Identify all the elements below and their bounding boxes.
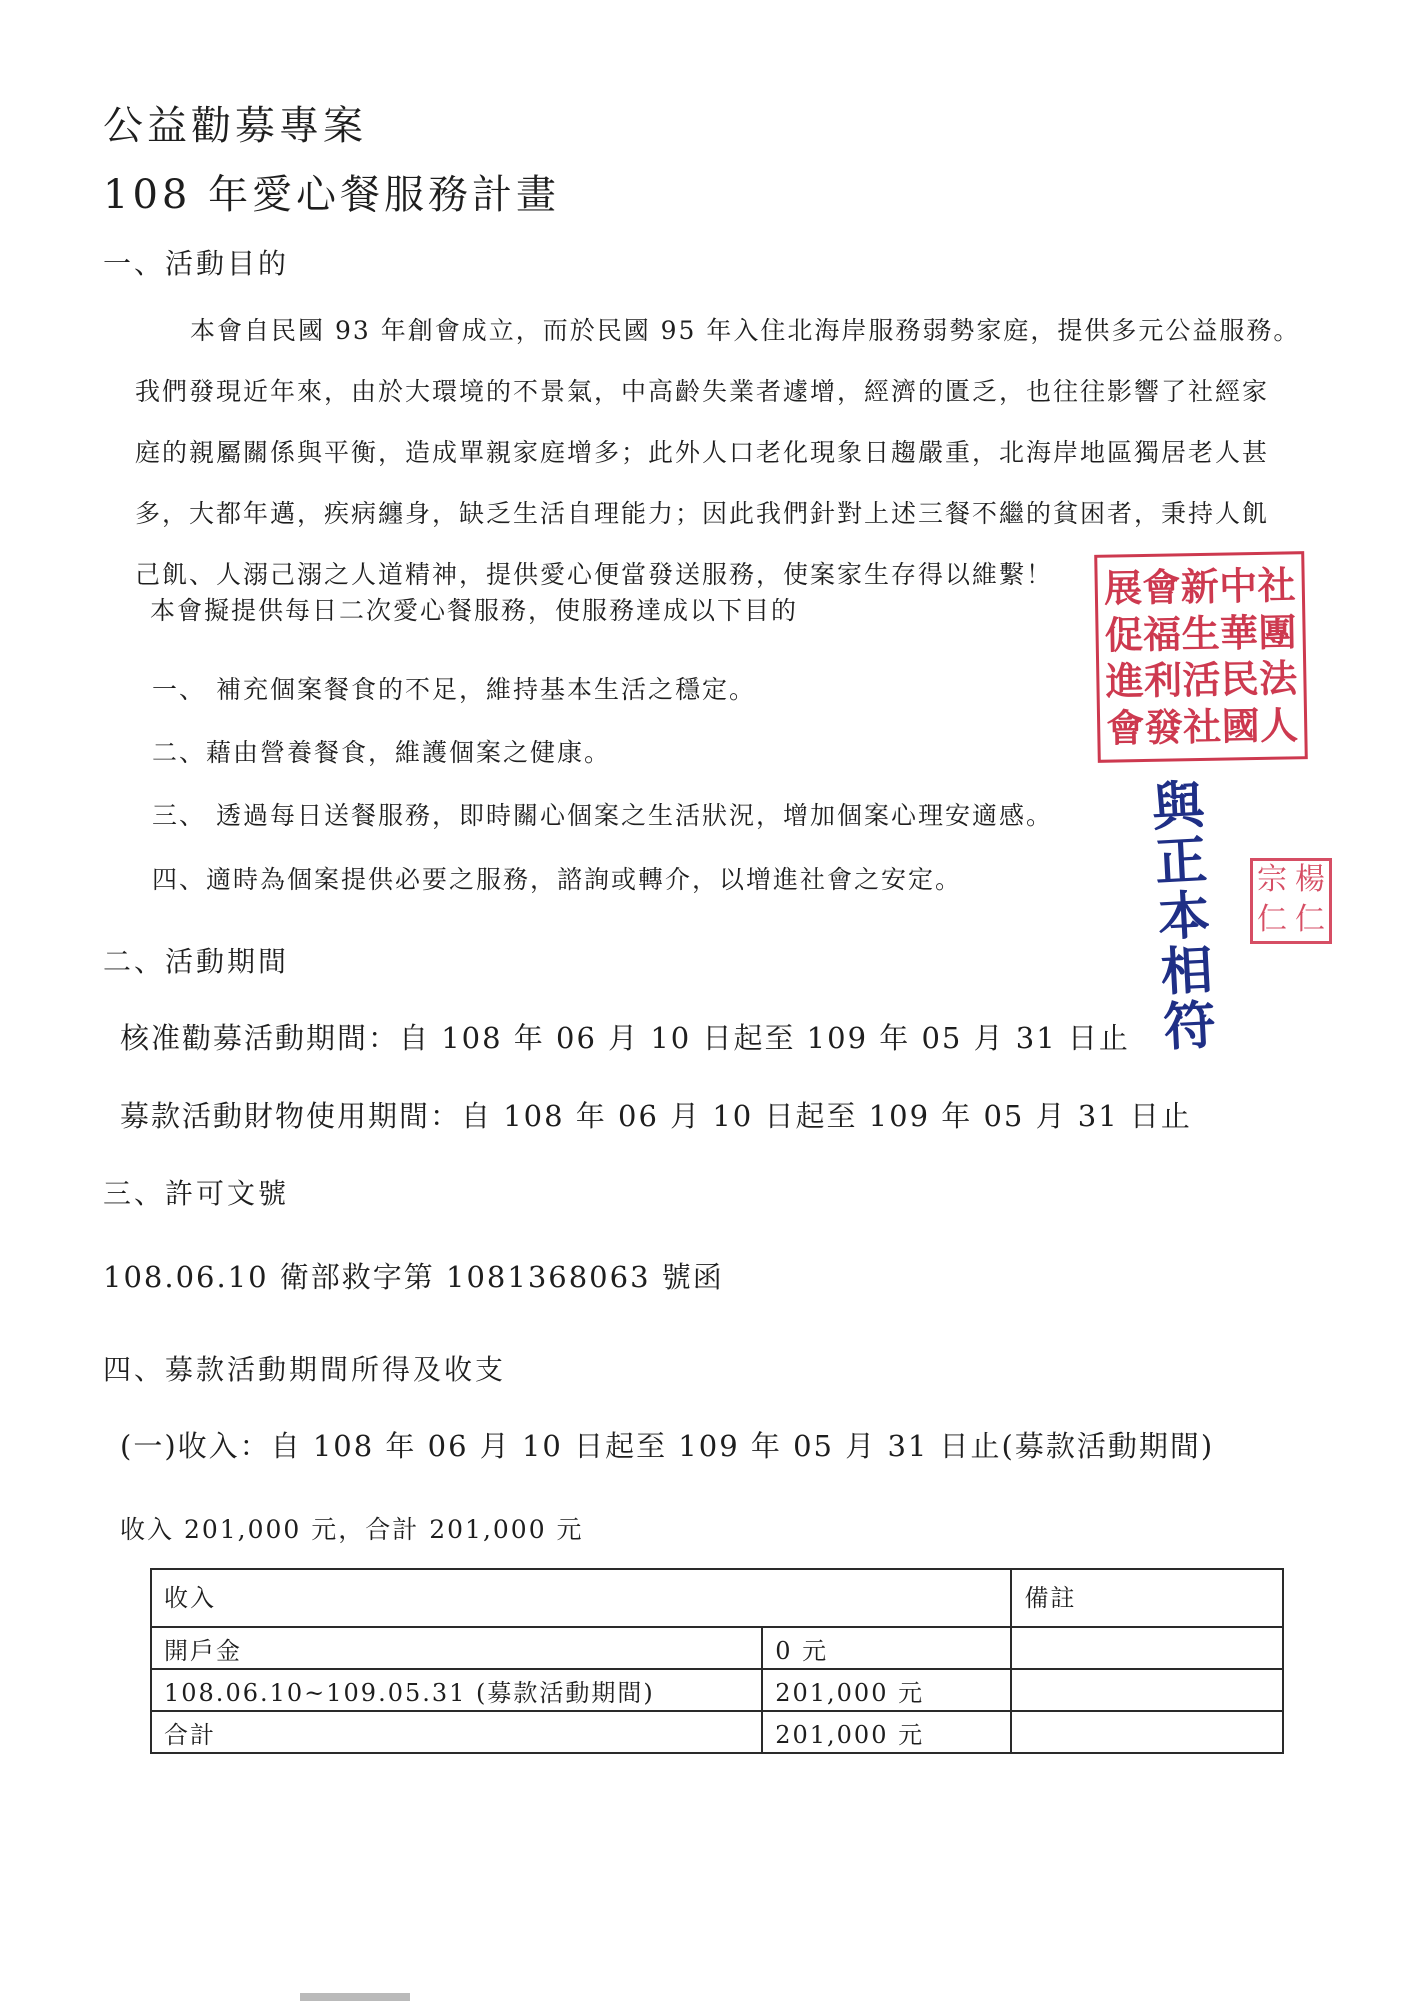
table-header-income: 收入 [151,1569,1011,1627]
seal-char: 社 [1257,562,1296,608]
seal-char: 發 [1144,703,1184,750]
purpose-line: 己飢、人溺己溺之人道精神，提供愛心便當發送服務，使案家生存得以維繫！ [135,560,1054,589]
table-cell-item: 開戶金 [151,1627,762,1669]
seal-char: 進 [1105,658,1144,704]
seal-char: 生 [1181,610,1220,656]
stamp-char: 與 [1150,775,1206,839]
seal-char: 民 [1220,655,1260,702]
table-cell-amount: 0 元 [762,1627,1011,1669]
seal-char: 利 [1143,657,1183,703]
stamp-char: 正 [1153,830,1209,894]
personal-name-seal [1250,858,1332,944]
table-cell-item: 合計 [151,1711,762,1753]
purpose-line: 庭的親屬關係與平衡，造成單親家庭增多；此外人口老化現象日趨嚴重，北海岸地區獨居老人甚 [135,438,1270,467]
goal-item: 三、 透過每日送餐服務，即時關心個案之生活狀況，增加個案心理安適感。 [152,801,1053,830]
seal-char: 社 [1182,703,1222,749]
seal-char: 福 [1142,610,1182,657]
document-title-line1: 公益勸募專案 [103,103,367,149]
scan-edge-mark [300,1993,410,2001]
goal-item: 一、 補充個案餐食的不足，維持基本生活之穩定。 [152,675,756,704]
table-cell-item: 108.06.10~109.05.31 (募款活動期間) [151,1669,762,1711]
income-table [150,1568,1284,1754]
seal-char: 會 [1106,704,1145,751]
approved-period: 核准勸募活動期間：自 108 年 06 月 10 日起至 109 年 05 月 31 日止 [120,1021,1130,1055]
usage-period: 募款活動財物使用期間：自 108 年 06 月 10 日起至 109 年 05 月 31 日止 [120,1099,1192,1133]
document-title-line2: 108 年愛心餐服務計畫 [103,172,561,218]
organization-seal [1094,551,1308,763]
seal-char: 展 [1103,565,1143,611]
seal-char: 人 [1259,701,1299,748]
purpose-line: 本會自民國 93 年創會成立，而於民國 95 年入住北海岸服務弱勢家庭，提供多元公益服務。 [190,316,1301,345]
table-cell-amount: 201,000 元 [762,1669,1011,1711]
seal-char: 仁 [1257,902,1287,937]
stamp-char: 本 [1156,885,1212,949]
seal-char: 仁 [1295,902,1325,937]
table-row [151,1627,1283,1669]
purpose-line: 多，大都年邁，疾病纏身，缺乏生活自理能力；因此我們針對上述三餐不繼的貧困者，秉持人飢 [135,499,1270,528]
table-cell-note [1011,1711,1283,1753]
goal-item: 二、藉由營養餐食，維護個案之健康。 [152,738,612,767]
income-summary: 收入 201,000 元，合計 201,000 元 [120,1515,584,1544]
seal-char: 活 [1181,656,1221,703]
seal-char: 新 [1180,563,1220,610]
section2-heading: 二、活動期間 [103,945,290,978]
seal-char: 宗 [1257,862,1287,897]
section1-heading: 一、活動目的 [103,247,290,280]
purpose-line: 我們發現近年來，由於大環境的不景氣，中高齡失業者遽增，經濟的匱乏，也往往影響了社經家 [135,377,1270,406]
table-cell-amount: 201,000 元 [762,1711,1011,1753]
table-header-note: 備註 [1011,1569,1283,1627]
permit-number: 108.06.10 衛部救字第 1081368063 號函 [103,1260,724,1294]
table-cell-note [1011,1669,1283,1711]
seal-char: 國 [1221,702,1260,749]
seal-char: 團 [1257,608,1297,655]
section3-heading: 三、許可文號 [103,1177,290,1210]
table-header-row [151,1569,1283,1627]
certified-copy-stamp [1145,775,1223,1059]
seal-char: 會 [1141,564,1181,611]
seal-char: 華 [1219,609,1259,656]
service-intro: 本會擬提供每日二次愛心餐服務，使服務達成以下目的 [150,596,799,625]
table-row [151,1669,1283,1711]
seal-char: 中 [1218,563,1258,609]
seal-char: 法 [1258,655,1298,701]
goal-item: 四、適時為個案提供必要之服務，諮詢或轉介，以增進社會之安定。 [152,865,963,894]
seal-char: 楊 [1295,862,1325,897]
table-row [151,1711,1283,1753]
stamp-char: 相 [1159,940,1215,1004]
table-cell-note [1011,1627,1283,1669]
income-period: (一)收入：自 108 年 06 月 10 日起至 109 年 05 月 31 日止(募款活動期間) [120,1429,1215,1463]
seal-char: 促 [1104,611,1144,658]
section4-heading: 四、募款活動期間所得及收支 [103,1353,507,1386]
stamp-char: 符 [1162,995,1218,1059]
